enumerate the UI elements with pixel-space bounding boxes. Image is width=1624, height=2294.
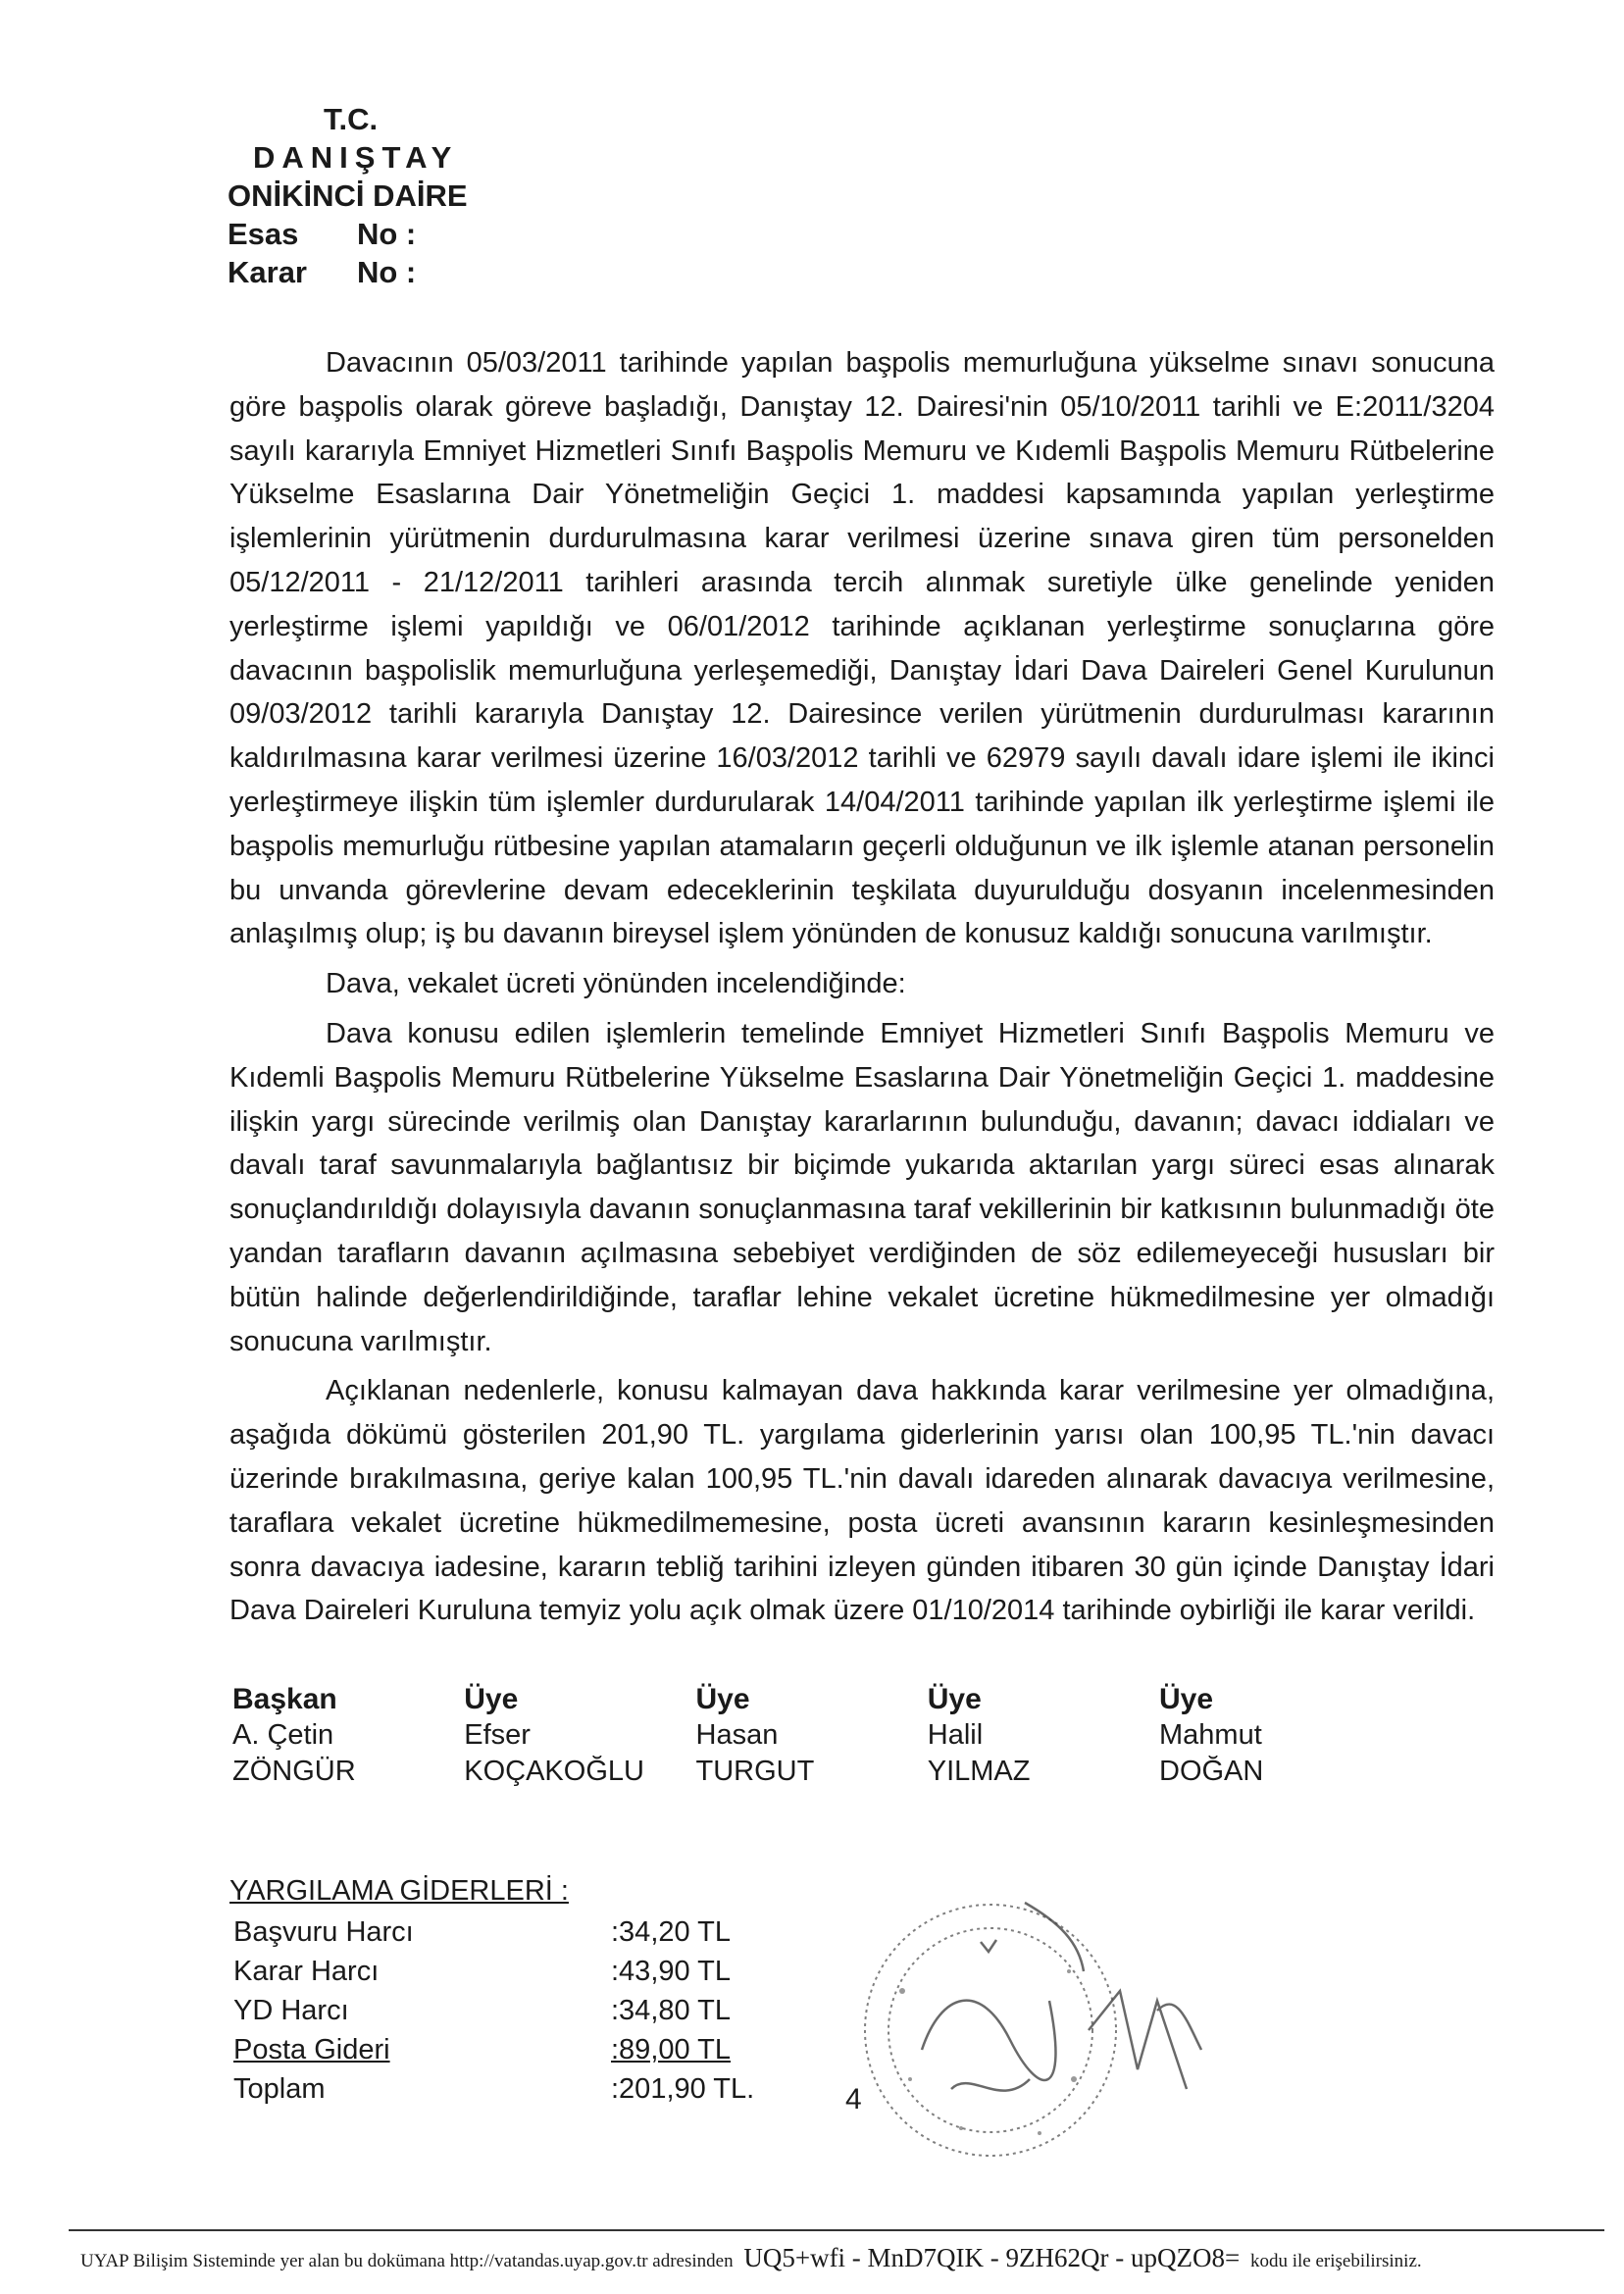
footer-text (80, 2243, 1610, 2273)
signatory (696, 1681, 927, 1790)
signatory-last-name: DOĞAN (1159, 1756, 1264, 1787)
chamber-name: ONİKİNCİ DAİRE (228, 178, 468, 213)
esas-label: Esas (228, 217, 299, 251)
decision-body (229, 341, 1495, 1633)
signatory (1159, 1681, 1390, 1790)
signatory (232, 1681, 463, 1790)
paragraph: Davacının 05/03/2011 tarihinde yapılan başpolis memurluğuna yükselme sınavı sonucuna göre başpolis olarak göreve başladığı, Danıştay 12. Dairesi'nin 05/10/2011 tarihli ve E:2011/3204 sayılı kararıyla Emniyet Hizmetleri Sınıfı Başpolis Memuru ve Kıdemli Başpolis Memuru Rütbelerine Yükselme Esaslarına Dair Yönetmeliğin Geçici 1. maddesi kapsamında yapılan yerleştirme işlemlerinin yürütmenin durdurulmasına karar verilmesi üzerine sınava giren tüm personelden 05/12/2011 - 21/12/2011 tarihleri arasında tercih alınmak suretiyle ülke genelinde yeniden yerleştirme işlemi yapıldığı ve 06/01/2012 tarihinde açıklanan yerleştirme sonuçlarına göre davacının başpolislik memurluğuna yerleşemediği, Danıştay İdari Dava Daireleri Genel Kurulunun 09/03/2012 tarihli kararıyla Danıştay 12. Dairesince verilen yürütmenin durdurulması kararının kaldırılmasına karar verilmesi üzerine 16/03/2012 tarihli ve 62979 sayılı davalı idare işlemi ile ikinci yerleştirmeye ilişkin tüm işlemler durdurularak 14/04/2011 tarihinde yapılan ilk yerleştirme işlemi ile başpolis memurluğu rütbesine yapılan atamaların geçerli olduğunun ve ilk işlemle atanan personelin bu unvanda görevlerine devam edeceklerinin teşkilata duyurulduğu dosyanın incelenmesinden anlaşılmış olup; iş bu davanın bireysel işlem yönünden de konusuz kaldığı sonucuna varılmıştır. (229, 347, 1495, 950)
cost-label: Toplam (233, 2073, 326, 2105)
signatory-last-name: TURGUT (695, 1756, 815, 1787)
cost-row (229, 2030, 807, 2069)
esas-sep: No : (357, 217, 417, 251)
karar-label: Karar (228, 255, 307, 289)
cost-value: :201,90 TL. (611, 2073, 755, 2105)
signatory (464, 1681, 694, 1790)
footer-suffix: kodu ile erişebilirsiniz. (1249, 2251, 1422, 2271)
signatory-role: Üye (1159, 1683, 1214, 1715)
cost-row (229, 1912, 807, 1952)
signatory-role: Üye (464, 1683, 519, 1715)
republic-label: T.C. (324, 102, 379, 136)
signatory-last-name: ZÖNGÜR (232, 1756, 356, 1787)
signatory-first-name: Halil (927, 1719, 984, 1751)
document-header (228, 100, 468, 291)
signatory-first-name: Mahmut (1159, 1719, 1262, 1751)
cost-row (229, 1952, 807, 1991)
cost-label: Karar Harcı (233, 1956, 380, 1987)
cost-value: :34,20 TL (611, 1916, 732, 1948)
page-number: 4 (845, 2083, 862, 2116)
signatory-first-name: A. Çetin (232, 1719, 334, 1751)
costs-title: YARGILAMA GİDERLERİ : (229, 1875, 569, 1907)
karar-sep: No : (357, 255, 417, 289)
signatory-last-name: YILMAZ (927, 1756, 1031, 1787)
footer-prefix: UYAP Bilişim Sisteminde yer alan bu dokümana http://vatandas.uyap.gov.tr adresinden (80, 2251, 734, 2271)
signatory (928, 1681, 1158, 1790)
cost-label: Başvuru Harcı (233, 1916, 414, 1948)
access-code: UQ5+wfi - MnD7QIK - 9ZH62Qr - upQZO8= (743, 2243, 1241, 2272)
cost-label: YD Harcı (233, 1995, 349, 2026)
cost-value: :89,00 TL (611, 2034, 732, 2065)
signatory-role: Üye (927, 1683, 982, 1715)
cost-label: Posta Gideri (233, 2034, 390, 2065)
court-name: DANIŞTAY (253, 140, 459, 175)
karar-no-line (228, 253, 468, 291)
signatory-role: Üye (695, 1683, 750, 1715)
cost-row (229, 1991, 807, 2030)
footer-divider (69, 2229, 1604, 2231)
paragraph: Açıklanan nedenlerle, konusu kalmayan dava hakkında karar verilmesine yer olmadığına, aşağıda dökümü gösterilen 201,90 TL. yargılama giderlerinin yarısı olan 100,95 TL.'nin davacı üzerinde bırakılmasına, geriye kalan 100,95 TL.'nin davalı idareden alınarak davacıya verilmesine, taraflara vekalet ücretine hükmedilmemesine, posta ücreti avansının kararın kesinleşmesinden sonra davacıya iadesine, kararın tebliğ tarihini izleyen günden itibaren 30 gün içinde Danıştay İdari Dava Daireleri Kuruluna temyiz yolu açık olmak üzere 01/10/2014 tarihinde oybirliği ile karar verildi. (229, 1375, 1495, 1627)
paragraph: Dava konusu edilen işlemlerin temelinde Emniyet Hizmetleri Sınıfı Başpolis Memuru ve Kıdemli Başpolis Memuru Rütbelerine Yükselme Esaslarına Dair Yönetmeliğin Geçici 1. maddesine ilişkin yargı sürecinde verilmiş olan Danıştay kararlarının bulunduğu, davanın; davacı iddiaları ve davalı taraf savunmalarıyla bağlantısız bir biçimde yukarıda aktarılan yargı süreci esas alınarak sonuçlandırıldığı dolayısıyla davanın sonuçlanmasına taraf vekillerinin bir katkısının bulunmadığı öte yandan tarafların davanın açılmasına sebebiyet verdiğinden de söz edilemeyeceği hususları bir bütün halinde değerlendirildiğinde, taraflar lehine vekalet ücretine hükmedilmesine yer olmadığı sonucuna varılmıştır. (229, 1017, 1495, 1357)
signatory-last-name: KOÇAKOĞLU (464, 1756, 644, 1787)
court-costs-table (229, 1871, 807, 2109)
signatories (232, 1681, 1390, 1790)
cost-value: :34,80 TL (611, 1995, 732, 2026)
signatory-first-name: Efser (464, 1719, 531, 1751)
paragraph: Dava, vekalet ücreti yönünden incelendiğinde: (326, 968, 906, 1000)
court-seal-and-signature (863, 1883, 1275, 2177)
cost-total-row (229, 2069, 807, 2109)
esas-no-line (228, 215, 468, 253)
signatory-role: Başkan (232, 1683, 337, 1715)
cost-value: :43,90 TL (611, 1956, 732, 1987)
signatory-first-name: Hasan (695, 1719, 779, 1751)
